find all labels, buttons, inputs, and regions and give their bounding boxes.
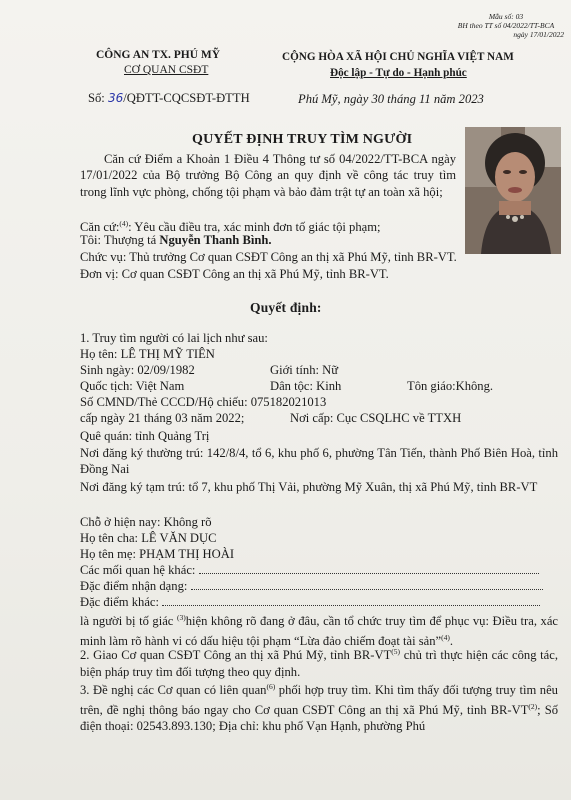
preamble-basis: Căn cứ Điểm a Khoản 1 Điều 4 Thông tư số 04/2022/TT-BCA ngày 17/01/2022 của Bộ trưởng Bộ Công an quy định về công tác truy tìm trong lĩnh vực phòng, chống tội phạm và bảo đảm trật tự an toàn xã hội;: [80, 152, 456, 199]
place-date: Phú Mỹ, ngày 30 tháng 11 năm 2023: [298, 92, 484, 106]
basis2-sup: (4): [119, 219, 129, 228]
other-features-dots: [162, 596, 540, 606]
person-father: Họ tên cha: LÊ VĂN DỤC: [80, 531, 217, 545]
officer-line: [80, 232, 272, 249]
item3-paragraph: [80, 679, 558, 735]
person-hometown: Quê quán: tỉnh Quảng Trị: [80, 429, 210, 443]
form-note: [448, 12, 564, 39]
item3-part1: 3. Đề nghị các Cơ quan có liên quan: [80, 683, 267, 698]
nation-name: CỘNG HÒA XÃ HỘI CHỦ NGHĨA VIỆT NAM: [282, 51, 514, 63]
person-gender: Giới tính: Nữ: [270, 363, 339, 377]
other-features-line: [80, 594, 540, 611]
item2-sup: (5): [391, 647, 401, 656]
agency-name: CÔNG AN TX. PHÚ MỸ: [96, 49, 221, 61]
officer-prefix: Tôi: Thượng tá: [80, 233, 160, 247]
person-ethnicity: Dân tộc: Kinh: [270, 379, 342, 393]
item2-paragraph: [80, 644, 558, 680]
reason-part3: .: [449, 633, 453, 648]
item3-sup2: (2): [528, 701, 538, 711]
identification-label: Đặc điểm nhận dạng:: [80, 579, 188, 593]
reason-sup2: (4): [441, 632, 450, 642]
person-dob: Sinh ngày: 02/09/1982: [80, 363, 195, 377]
item3-sup1: (6): [266, 682, 276, 691]
item2-part2: chủ trì thực hiện các công tác, biện pháp truy tìm đối tượng theo quy định.: [80, 648, 558, 679]
form-note-line3: ngày 17/01/2022: [513, 30, 564, 39]
person-religion: Tôn giáo:Không.: [407, 379, 494, 393]
person-id-issue-place: Nơi cấp: Cục CSQLHC về TTXH: [290, 411, 462, 425]
reason-part1: là người bị tố giác: [80, 614, 177, 629]
identification-line: [80, 578, 543, 595]
person-intro: 1. Truy tìm người có lai lịch như sau:: [80, 331, 268, 345]
decision-heading: Quyết định:: [250, 300, 322, 315]
form-note-line1: Mẫu số: 03: [488, 12, 524, 21]
person-mother: Họ tên mẹ: PHẠM THỊ HOÀI: [80, 547, 235, 561]
person-permanent-address: Nơi đăng ký thường trú: 142/8/4, tổ 6, khu phố 6, phường Tân Tiến, thành Phố Biên Hoà, tỉnh Đồng Nai: [80, 446, 558, 477]
doc-number-suffix: /QĐTT-CQCSĐT-ĐTTH: [123, 91, 250, 105]
reason-sup1: (3): [176, 613, 186, 622]
item2-part1: 2. Giao Cơ quan CSĐT Công an thị xã Phú Mỹ, tỉnh BR-VT: [80, 648, 392, 663]
person-temporary-address: Nơi đăng ký tạm trú: tổ 7, khu phố Thị Vải, phường Mỹ Xuân, thị xã Phú Mỹ, tỉnh BR-VT: [80, 480, 538, 494]
document-number: [88, 90, 250, 107]
portrait-photo: [465, 127, 561, 254]
person-name: Họ tên: LÊ THỊ MỸ TIÊN: [80, 347, 215, 361]
other-relations-label: Các mối quan hệ khác:: [80, 563, 196, 577]
other-relations-line: [80, 562, 539, 579]
basis2-label: Căn cứ:: [80, 220, 120, 235]
form-note-line2: BH theo TT số 04/2022/TT-BCA: [457, 21, 555, 30]
nation-motto: Độc lập - Tự do - Hạnh phúc: [330, 67, 467, 79]
other-relations-dots: [199, 564, 539, 574]
item3-part3: ; Số điện thoại: 02543.893.130; Địa chỉ: khu phố Vạn Hạnh, phường Phú: [80, 702, 558, 734]
unit-line: Đơn vị: Cơ quan CSĐT Công an thị xã Phú Mỹ, tỉnh BR-VT.: [80, 267, 389, 281]
item3-part2: phối hợp truy tìm. Khi tìm thấy đối tượng truy tìm nêu trên, đề nghị thông báo ngay cho Cơ quan CSĐT Công an thị xã Phú Mỹ, tỉnh BR-VT: [80, 683, 558, 717]
portrait-image: [465, 127, 561, 254]
agency-unit: CƠ QUAN CSĐT: [124, 64, 209, 76]
position-line: Chức vụ: Thủ trưởng Cơ quan CSĐT Công an thị xã Phú Mỹ, tỉnh BR-VT.: [80, 250, 457, 264]
doc-number-handwritten: 36: [107, 91, 124, 105]
basis2-text: : Yêu cầu điều tra, xác minh đơn tố giác tội phạm;: [128, 220, 381, 235]
person-nationality: Quốc tịch: Việt Nam: [80, 379, 185, 393]
reason-part2: hiện không rõ đang ở đâu, cần tổ chức truy tìm để phục vụ: Điều tra, xác minh làm rõ hành vi có dấu hiệu tội phạm “Lừa đảo chiếm đoạt tài sản”: [80, 614, 558, 648]
identification-dots: [191, 580, 543, 590]
person-id-issue-date: cấp ngày 21 tháng 03 năm 2022;: [80, 411, 245, 425]
doc-number-label: Số:: [88, 91, 105, 105]
document-title: QUYẾT ĐỊNH TRUY TÌM NGƯỜI: [192, 132, 413, 147]
other-features-label: Đặc điểm khác:: [80, 595, 160, 609]
officer-name: Nguyễn Thanh Bình.: [159, 233, 272, 247]
person-current-address: Chỗ ở hiện nay: Không rõ: [80, 515, 212, 529]
person-id-number: Số CMND/Thẻ CCCD/Hộ chiếu: 075182021013: [80, 395, 327, 409]
